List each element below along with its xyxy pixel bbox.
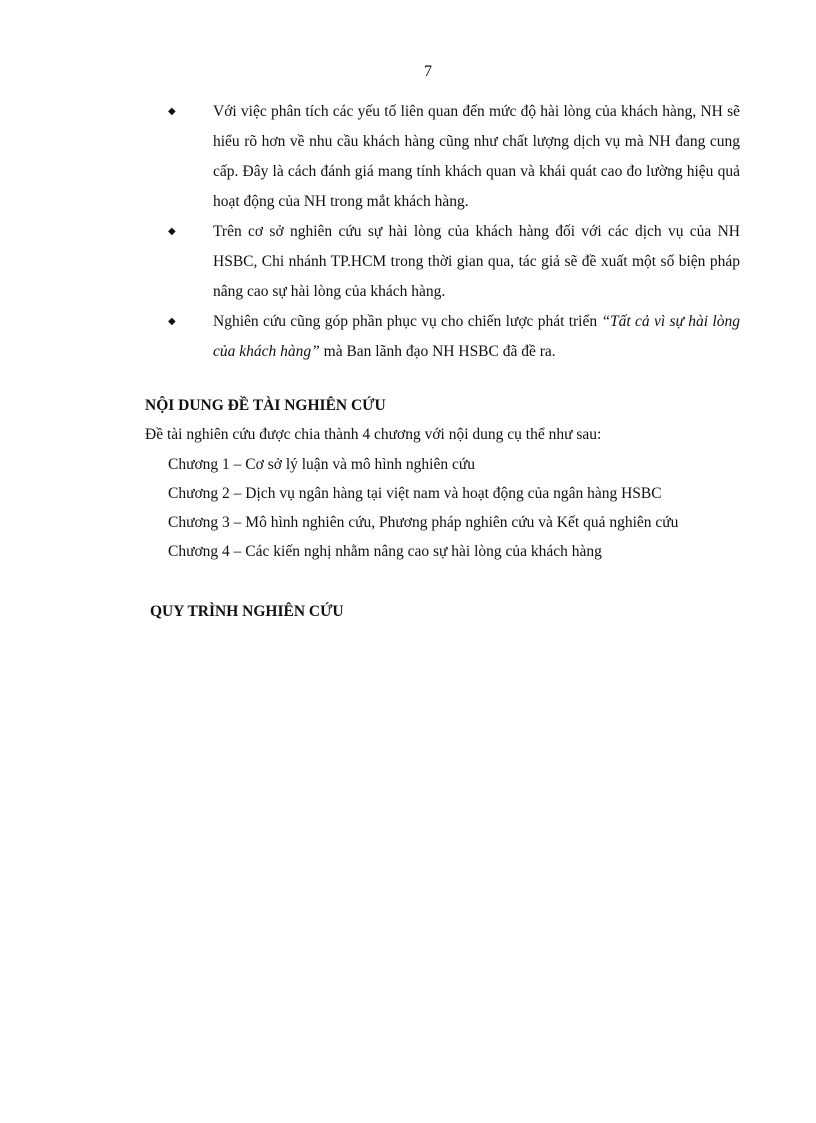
chapter-item: Chương 4 – Các kiến nghị nhằm nâng cao sự hài lòng của khách hàng — [168, 543, 602, 560]
list-item — [168, 97, 740, 217]
chapter-list — [168, 454, 678, 570]
list-item — [168, 307, 740, 367]
section-title-content: NỘI DUNG ĐỀ TÀI NGHIÊN CỨU — [145, 397, 386, 414]
chapter-item: Chương 3 – Mô hình nghiên cứu, Phương pháp nghiên cứu và Kết quả nghiên cứu — [168, 514, 679, 531]
section-title-process: QUY TRÌNH NGHIÊN CỨU — [150, 603, 344, 620]
bullet-text-after: mà Ban lãnh đạo NH HSBC đã đề ra. — [319, 343, 556, 360]
bullet-text: Với việc phân tích các yếu tố liên quan đến mức độ hài lòng của khách hàng, NH sẽ hiểu rõ hơn về nhu cầu khách hàng cũng như chất lượng dịch vụ mà NH đang cung cấp. Đây là cách đánh giá mang tính khách quan và khái quát cao đo lường hiệu quả hoạt động của NH trong mắt khách hàng. — [213, 103, 740, 210]
chapter-item: Chương 1 – Cơ sở lý luận và mô hình nghiên cứu — [168, 456, 476, 473]
objectives-list — [168, 97, 740, 367]
diamond-bullet-icon: ◆ — [168, 226, 176, 237]
section-intro: Đề tài nghiên cứu được chia thành 4 chương với nội dung cụ thể như sau: — [145, 426, 602, 443]
list-item — [168, 217, 740, 307]
bullet-text: Trên cơ sở nghiên cứu sự hài lòng của khách hàng đối với các dịch vụ của NH HSBC, Chi nhánh TP.HCM trong thời gian qua, tác giả sẽ đề xuất một số biện pháp nâng cao sự hài lòng của khách hàng. — [213, 223, 740, 300]
diamond-bullet-icon: ◆ — [168, 316, 176, 327]
bullet-text — [213, 313, 740, 360]
bullet-text-italic-quote: “Tất cả vì sự hài lòng của khách hàng” — [213, 313, 740, 360]
diamond-bullet-icon: ◆ — [168, 106, 176, 117]
page-number: 7 — [424, 63, 432, 80]
bullet-text-before: Nghiên cứu cũng góp phần phục vụ cho chiến lược phát triển — [213, 313, 602, 330]
chapter-item: Chương 2 – Dịch vụ ngân hàng tại việt nam và hoạt động của ngân hàng HSBC — [168, 485, 662, 502]
